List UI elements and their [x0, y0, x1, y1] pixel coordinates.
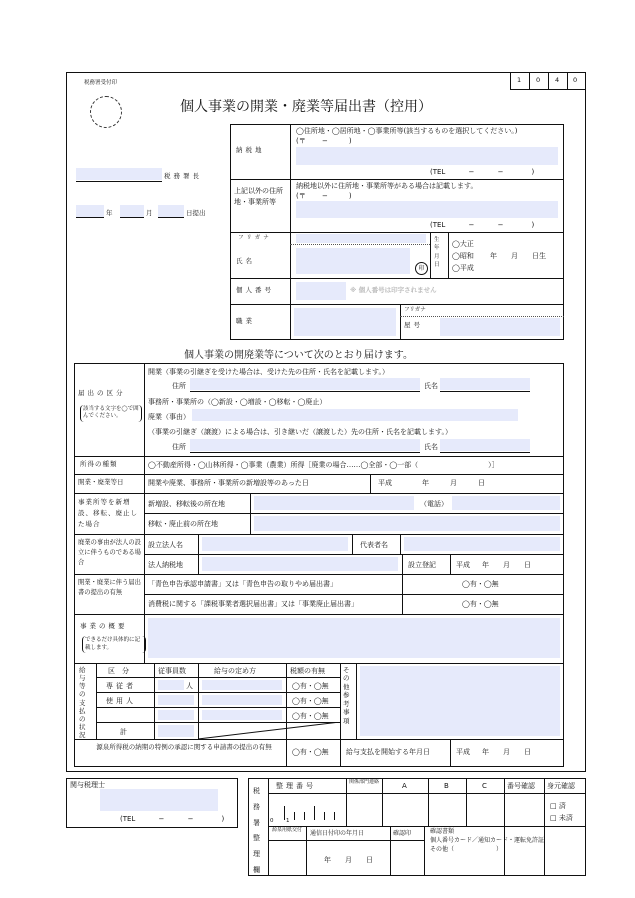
gaiyo-label: 事業の概要 [80, 622, 128, 630]
filings-label: 開業・廃業に伴う届出書の提出の有無 [78, 579, 141, 596]
stamp-circle [90, 96, 122, 128]
shop-label: 屋号 [404, 321, 423, 329]
gensen-yn[interactable]: ◯有・◯無 [292, 748, 329, 756]
corp-label: 廃業の事由が法人の設立に伴うものである場合 [78, 539, 141, 566]
other-address-label: 上記以外の住所地・事業所等 [234, 187, 283, 207]
salary-side-label: 給与等の支払の状況 [79, 666, 86, 739]
new-office-field[interactable] [254, 496, 414, 510]
new-office-phone-field[interactable] [452, 496, 560, 510]
my-number-label: 個人番号 [236, 286, 274, 294]
furigana-field[interactable] [296, 234, 426, 243]
salary-method-1[interactable] [202, 680, 282, 690]
other-address-field[interactable] [296, 201, 558, 218]
salary-method-2[interactable] [202, 695, 282, 705]
intro-text: 個人事業の開廃業等について次のとおり届けます。 [184, 350, 413, 361]
submit-day-field[interactable] [158, 205, 184, 217]
blue-return-yn[interactable]: ◯有・◯無 [462, 580, 499, 588]
form-title: 個人事業の開業・廃業等届出書（控用） [180, 99, 432, 115]
salary-count-1[interactable] [158, 680, 184, 690]
other-notes-field[interactable] [360, 666, 560, 736]
salary-count-3[interactable] [158, 710, 194, 720]
seal-mark: 印 [415, 262, 428, 275]
occupation-label: 職業 [236, 317, 255, 325]
name-field[interactable] [296, 248, 410, 274]
tax-accountant-field[interactable] [100, 789, 218, 811]
haigyo-reason-field[interactable] [192, 409, 518, 421]
address-field[interactable] [296, 147, 558, 165]
address-options[interactable]: ◯住所地・◯居所地・◯事業所等(該当するものを選択してください。) [296, 127, 518, 135]
salary-diagonal [198, 722, 340, 739]
haigyo-name-field[interactable] [440, 439, 530, 451]
business-summary-field[interactable] [148, 618, 560, 658]
salary-method-3[interactable] [202, 710, 282, 720]
kubun-label: 届出の区分 [78, 389, 126, 397]
office-label: 事業所等を新増設、移転、廃止した場合 [78, 498, 138, 529]
occupation-field[interactable] [294, 308, 396, 336]
salary-count-total[interactable] [158, 725, 194, 737]
salary-count-2[interactable] [158, 695, 194, 705]
tax-office-field[interactable] [76, 168, 162, 180]
corp-address-field[interactable] [202, 557, 398, 571]
date-label: 開業・廃業等日 [78, 478, 124, 486]
submit-year-field[interactable] [76, 205, 104, 217]
shop-name-field[interactable] [440, 318, 560, 336]
my-number-field[interactable] [296, 282, 346, 300]
corp-rep-field[interactable] [404, 537, 560, 551]
seiri-number-ticks [274, 806, 344, 820]
stamp-label: 税務署受付印 [84, 80, 118, 86]
gensen-label: 源泉所得税の納期の特例の承認に関する申請書の提出の有無 [96, 743, 272, 751]
name-label: 氏名 [236, 257, 255, 265]
corp-name-field[interactable] [202, 537, 348, 551]
shotoku-label: 所得の種類 [80, 460, 118, 468]
consumption-tax-yn[interactable]: ◯有・◯無 [462, 600, 499, 608]
shotoku-options[interactable]: ◯不動産所得・◯山林所得・◯事業（農業）所得［廃業の場合……◯全部・◯一部（ ）］ [148, 461, 499, 469]
tax-office-suffix: 税務署長 [164, 172, 202, 180]
old-office-field[interactable] [254, 516, 560, 531]
submit-month-field[interactable] [120, 205, 144, 217]
address-label: 納税地 [236, 146, 265, 154]
form-number: 1 0 4 0 [510, 72, 586, 90]
kaigyo-address-field[interactable] [190, 378, 420, 390]
haigyo-address-field[interactable] [190, 439, 420, 451]
kaigyo-name-field[interactable] [440, 378, 530, 390]
